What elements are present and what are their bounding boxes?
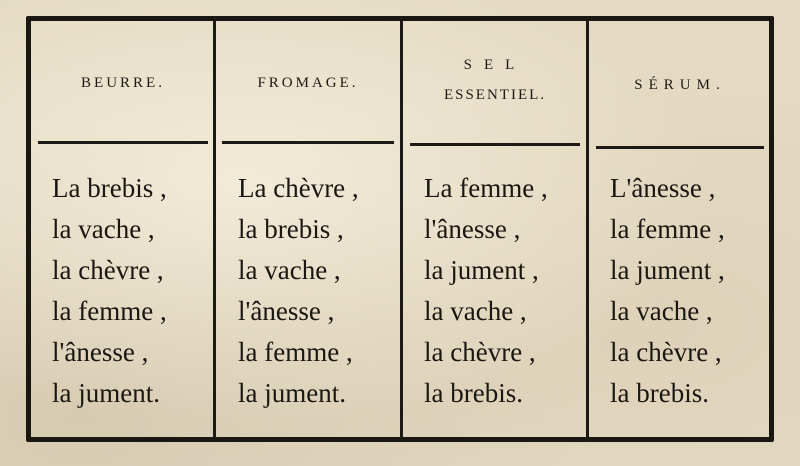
list-item: l'ânesse , [238, 296, 335, 326]
list-item: la brebis. [610, 378, 709, 408]
column-divider-2 [400, 16, 403, 442]
column-divider-1 [213, 16, 216, 442]
column-sel-essentiel-list [424, 168, 548, 414]
list-item: la femme , [52, 296, 167, 326]
list-item: La chèvre , [238, 173, 359, 203]
list-item: la femme , [610, 214, 725, 244]
list-item: la jument , [610, 255, 725, 285]
list-item: la vache , [424, 296, 527, 326]
column-header-serum [592, 68, 768, 102]
header-rule-2 [222, 141, 394, 144]
column-header-label-line2: ESSENTIEL. [443, 87, 547, 103]
list-item: La femme , [424, 173, 548, 203]
column-header-label-line1: SEL [463, 57, 527, 73]
list-item: la femme , [238, 337, 353, 367]
header-rule-1 [38, 141, 208, 144]
list-item: la chèvre , [52, 255, 164, 285]
list-item: l'ânesse , [424, 214, 521, 244]
list-item: la jument. [238, 378, 346, 408]
list-item: la vache , [610, 296, 713, 326]
column-header-beurre [36, 66, 210, 100]
list-item: La brebis , [52, 173, 167, 203]
list-item: la brebis. [424, 378, 523, 408]
list-item: la chèvre , [610, 337, 722, 367]
header-rule-3 [410, 143, 580, 146]
column-header-fromage [218, 66, 398, 100]
header-rule-4 [596, 146, 764, 149]
list-item: la vache , [52, 214, 155, 244]
list-item: la vache , [238, 255, 341, 285]
column-header-label: BEURRE. [81, 75, 165, 91]
list-item: la chèvre , [424, 337, 536, 367]
column-serum-list [610, 168, 725, 414]
column-beurre-list [52, 168, 167, 414]
list-item: la jument. [52, 378, 160, 408]
list-item: L'ânesse , [610, 173, 716, 203]
column-divider-3 [586, 16, 589, 442]
column-header-label: FROMAGE. [257, 75, 359, 91]
column-header-sel-essentiel [404, 44, 586, 116]
column-header-label: SÉRUM. [634, 77, 726, 93]
list-item: la brebis , [238, 214, 344, 244]
list-item: la jument , [424, 255, 539, 285]
list-item: l'ânesse , [52, 337, 149, 367]
column-fromage-list [238, 168, 359, 414]
